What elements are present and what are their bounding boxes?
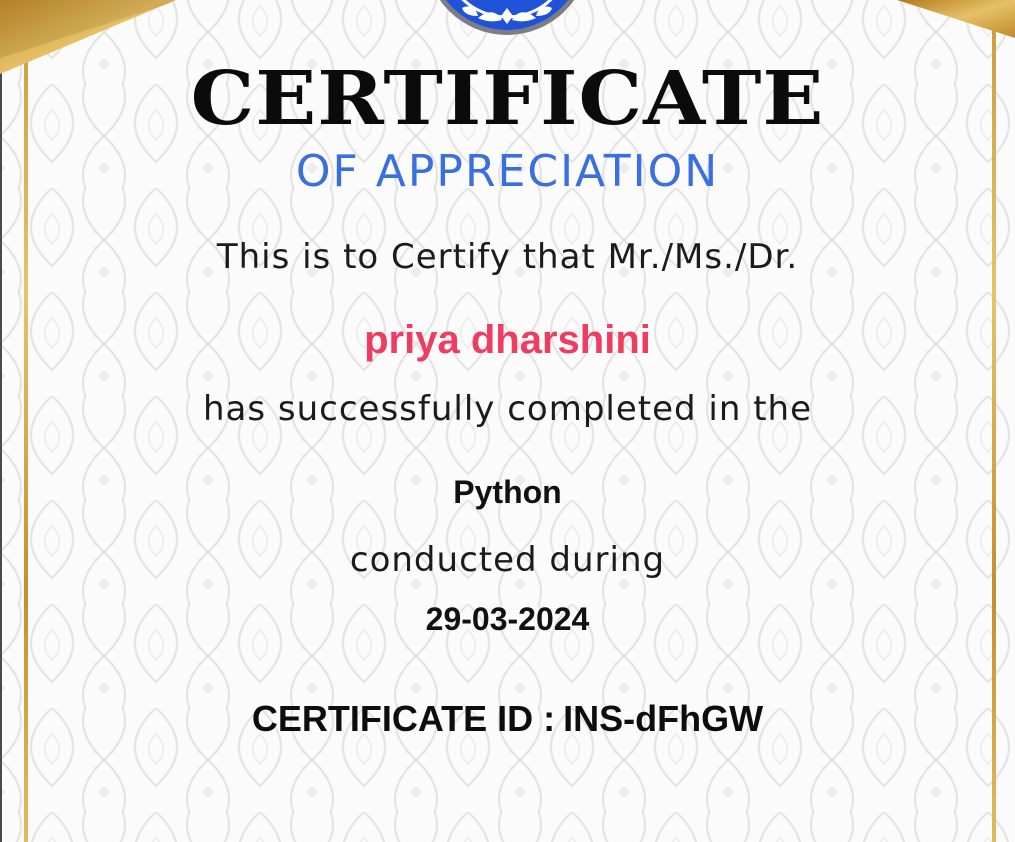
completion-date: 29-03-2024 (425, 601, 590, 637)
seal-emblem-icon (418, 0, 596, 36)
gold-corner-right-icon (875, 0, 1015, 40)
course-name: Python (453, 474, 562, 510)
certify-text: This is to Certify that Mr./Ms./Dr. (216, 237, 799, 277)
certificate-title: CERTIFICATE (190, 54, 825, 142)
during-text: conducted during (349, 540, 666, 580)
certificate-id-value: INS-dFhGW (563, 698, 764, 739)
certificate-id (0, 694, 1015, 744)
certificate-subtitle: OF APPRECIATION (295, 146, 720, 197)
certificate-id-label: CERTIFICATE ID : (251, 698, 556, 739)
recipient-name: priya dharshini (364, 318, 651, 362)
completed-text: has successfully completed in the (202, 389, 813, 429)
